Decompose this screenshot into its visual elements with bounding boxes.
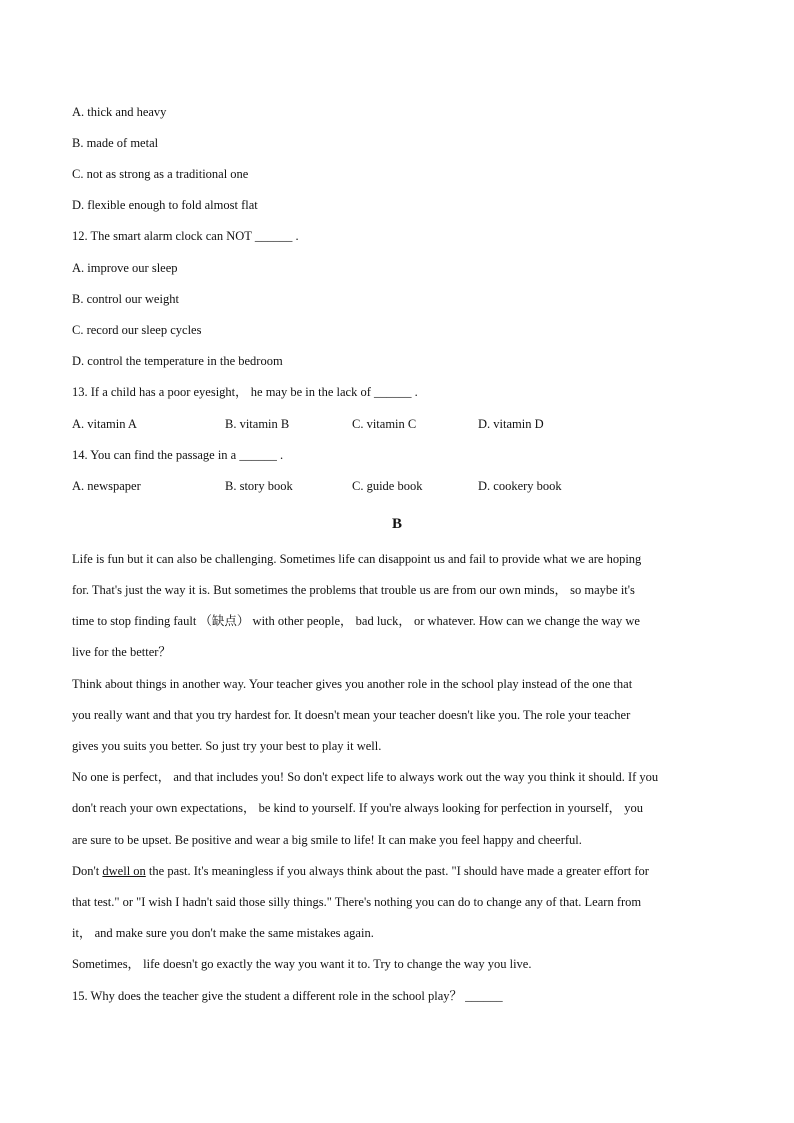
q13-option-a: A. vitamin A	[72, 417, 137, 431]
q12-option-b: B. control our weight	[72, 292, 179, 306]
passage-line: for. That's just the way it is. But sometimes the problems that trouble us are from our own minds， so maybe it's	[72, 583, 635, 597]
section-heading: B	[391, 516, 402, 532]
passage-text: the past. It's meaningless if you always think about the past. "I should have made a greater effort for	[145, 864, 649, 878]
q12-option-c: C. record our sleep cycles	[72, 323, 202, 337]
q12-option-d: D. control the temperature in the bedroom	[72, 354, 283, 368]
q12-option-a: A. improve our sleep	[72, 261, 178, 275]
passage-text: Don't	[72, 864, 103, 878]
passage-line: live for the better？	[72, 645, 171, 659]
passage-line: No one is perfect， and that includes you! So don't expect life to always work out the way you think it should. If you	[72, 770, 659, 784]
q14-stem: 14. You can find the passage in a ______ .	[72, 448, 284, 462]
q14-option-d: D. cookery book	[478, 479, 562, 493]
q13-option-c: C. vitamin C	[352, 417, 417, 431]
passage-line: gives you suits you better. So just try your best to play it well.	[72, 739, 382, 753]
q15-stem: 15. Why does the teacher give the student a different role in the school play？ ______	[72, 989, 503, 1003]
q14-option-c: C. guide book	[352, 479, 423, 493]
q12-stem: 12. The smart alarm clock can NOT ______ .	[72, 229, 299, 243]
passage-line-with-underline	[72, 863, 649, 879]
passage-line: it， and make sure you don't make the same mistakes again.	[72, 926, 374, 940]
passage-line: are sure to be upset. Be positive and wear a big smile to life! It can make you feel happy and cheerful.	[72, 833, 582, 847]
passage-line: time to stop finding fault （缺点） with other people， bad luck， or whatever. How can we change the way we	[72, 614, 640, 628]
passage-line: Sometimes， life doesn't go exactly the way you want it to. Try to change the way you live.	[72, 957, 532, 971]
q13-stem: 13. If a child has a poor eyesight， he may be in the lack of ______ .	[72, 385, 418, 399]
passage-line: Think about things in another way. Your teacher gives you another role in the school play instead of the one that	[72, 677, 633, 691]
passage-line: you really want and that you try hardest for. It doesn't mean your teacher doesn't like you. The role your teacher	[72, 708, 631, 722]
q11-option-c: C. not as strong as a traditional one	[72, 167, 249, 181]
q11-option-b: B. made of metal	[72, 136, 159, 150]
q14-option-b: B. story book	[225, 479, 293, 493]
q11-option-a: A. thick and heavy	[72, 105, 167, 119]
q14-option-a: A. newspaper	[72, 479, 141, 493]
underlined-phrase: dwell on	[102, 864, 146, 878]
passage-line: that test." or "I wish I hadn't said those silly things." There's nothing you can do to change any of that. Learn from	[72, 895, 642, 909]
q13-option-b: B. vitamin B	[225, 417, 290, 431]
passage-line: Life is fun but it can also be challenging. Sometimes life can disappoint us and fail to provide what we are hoping	[72, 552, 642, 566]
q11-option-d: D. flexible enough to fold almost flat	[72, 198, 258, 212]
passage-line: don't reach your own expectations， be kind to yourself. If you're always looking for perfection in yourself， you	[72, 801, 644, 815]
q13-option-d: D. vitamin D	[478, 417, 544, 431]
